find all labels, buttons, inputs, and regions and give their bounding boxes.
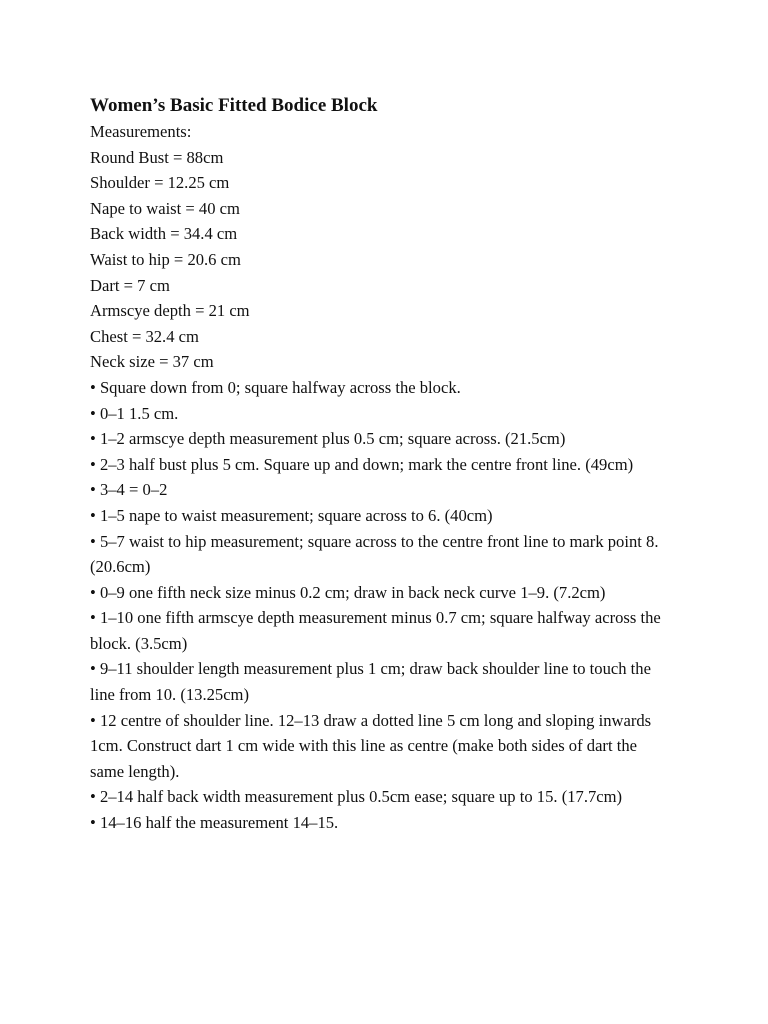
- measurement-dart: Dart = 7 cm: [90, 275, 170, 295]
- step-item: • 1–2 armscye depth measurement plus 0.5 cm; square across. (21.5cm): [90, 429, 566, 449]
- step-item: • 2–14 half back width measurement plus 0.5cm ease; square up to 15. (17.7cm): [90, 787, 623, 807]
- measurement-round-bust: Round Bust = 88cm: [90, 147, 224, 167]
- step-item: • 9–11 shoulder length measurement plus 1 cm; draw back shoulder line to touch the line from 10. (13.25cm): [90, 659, 651, 705]
- step-item: • 5–7 waist to hip measurement; square across to the centre front line to mark point 8.(20.6cm): [90, 531, 659, 577]
- measurement-chest: Chest = 32.4 cm: [90, 326, 199, 346]
- step-item: • 2–3 half bust plus 5 cm. Square up and down; mark the centre front line. (49cm): [90, 454, 634, 474]
- step-item: • 0–1 1.5 cm.: [90, 403, 179, 423]
- document-title: Women’s Basic Fitted Bodice Block: [90, 95, 378, 116]
- step-item: • 1–10 one fifth armscye depth measurement minus 0.7 cm; square halfway across the block. (3.5cm): [90, 608, 661, 653]
- measurement-nape-to-waist: Nape to waist = 40 cm: [90, 198, 240, 218]
- document-body: [90, 93, 670, 836]
- measurement-armscye-depth: Armscye depth = 21 cm: [90, 301, 250, 321]
- measurement-neck-size: Neck size = 37 cm: [90, 352, 214, 372]
- measurement-back-width: Back width = 34.4 cm: [90, 224, 238, 244]
- step-item: • 0–9 one fifth neck size minus 0.2 cm; draw in back neck curve 1–9. (7.2cm): [90, 582, 606, 602]
- measurements-list: [90, 145, 670, 375]
- step-item: • 3–4 = 0–2: [90, 480, 168, 500]
- step-item: • 12 centre of shoulder line. 12–13 draw a dotted line 5 cm long and sloping inwards 1cm. Construct dart 1 cm wide with this line as centre (make both sides of dart the same length).: [90, 710, 652, 781]
- measurement-shoulder: Shoulder = 12.25 cm: [90, 173, 230, 193]
- step-item: • 1–5 nape to waist measurement; square across to 6. (40cm): [90, 505, 493, 525]
- measurements-heading: Measurements:: [90, 122, 192, 141]
- steps-list: [90, 375, 670, 836]
- step-item: • Square down from 0; square halfway across the block.: [90, 377, 461, 397]
- step-item: • 14–16 half the measurement 14–15.: [90, 813, 339, 833]
- measurement-waist-to-hip: Waist to hip = 20.6 cm: [90, 249, 241, 269]
